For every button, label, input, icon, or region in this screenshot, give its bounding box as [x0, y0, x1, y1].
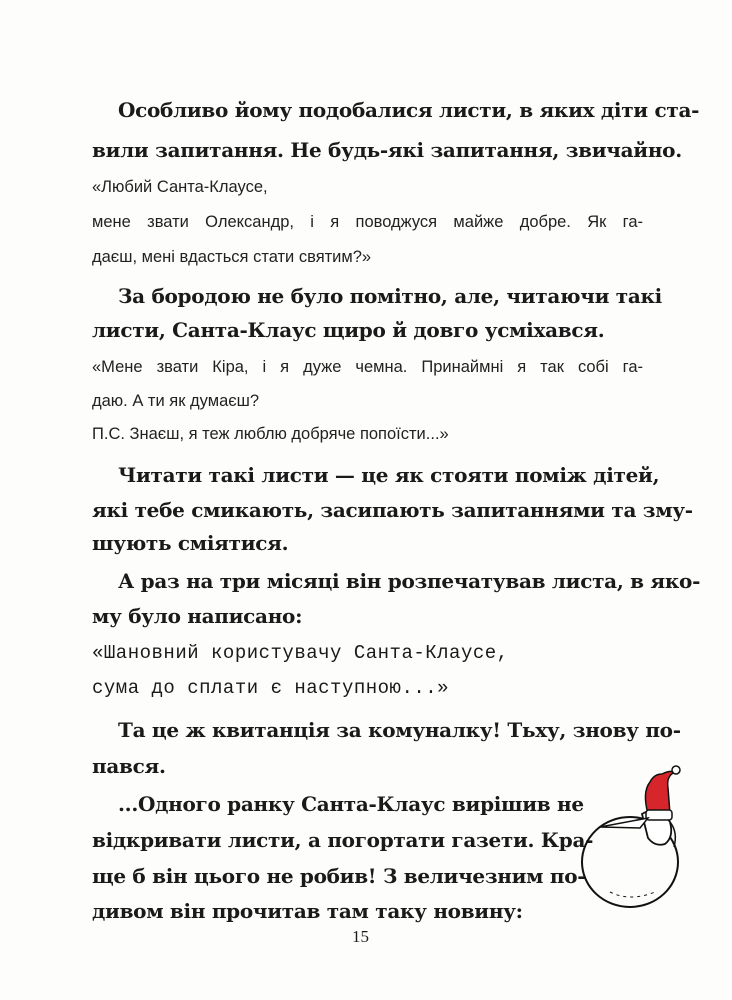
text-line: ще б він цього не робив! З величезним по- — [92, 864, 586, 888]
text-line: які тебе смикають, засипають запитаннями та зму- — [92, 498, 693, 522]
letter-line: даєш, мені вдасться стати святим?» — [92, 248, 372, 266]
letter-line: даю. А ти як думаєш? — [92, 392, 260, 410]
letter-line: мене звати Олександр, і я поводжуся майже добре. Як га- — [92, 213, 643, 231]
letter-line: «Любий Санта-Клаусе, — [92, 178, 268, 196]
text-line: дивом він прочитав там таку новину: — [92, 899, 523, 923]
text-line: листи, Санта-Клаус щиро й довго усміхався. — [92, 318, 605, 342]
letter-line: П.С. Знаєш, я теж люблю добряче попоїсти...» — [92, 425, 449, 443]
text-line: шують сміятися. — [92, 531, 289, 555]
bill-line: «Шановний користувачу Санта-Клаусе, — [92, 642, 509, 664]
text-line: вили запитання. Не будь-які запитання, звичайно. — [92, 138, 682, 162]
text-line: му було написано: — [92, 604, 303, 628]
santa-claus-drawing-icon — [570, 752, 710, 912]
text-line: відкривати листи, а погортати газети. Кра- — [92, 828, 594, 852]
text-line: А раз на три місяці він розпечатував листа, в яко- — [118, 569, 701, 593]
text-line: Читати такі листи — це як стояти поміж дітей, — [118, 463, 660, 487]
page-number: 15 — [352, 927, 369, 946]
letter-line: «Мене звати Кіра, і я дуже чемна. Принаймні я так собі га- — [92, 358, 643, 376]
text-line: пався. — [92, 754, 166, 778]
text-line: Особливо йому подобалися листи, в яких діти ста- — [118, 98, 700, 122]
text-line: Та це ж квитанція за комуналку! Тьху, знову по- — [118, 718, 681, 742]
bill-line: сума до сплати є наступною...» — [92, 677, 450, 699]
text-line: ...Одного ранку Санта-Клаус вирішив не — [118, 792, 584, 816]
text-line: За бородою не було помітно, але, читаючи такі — [118, 284, 662, 308]
